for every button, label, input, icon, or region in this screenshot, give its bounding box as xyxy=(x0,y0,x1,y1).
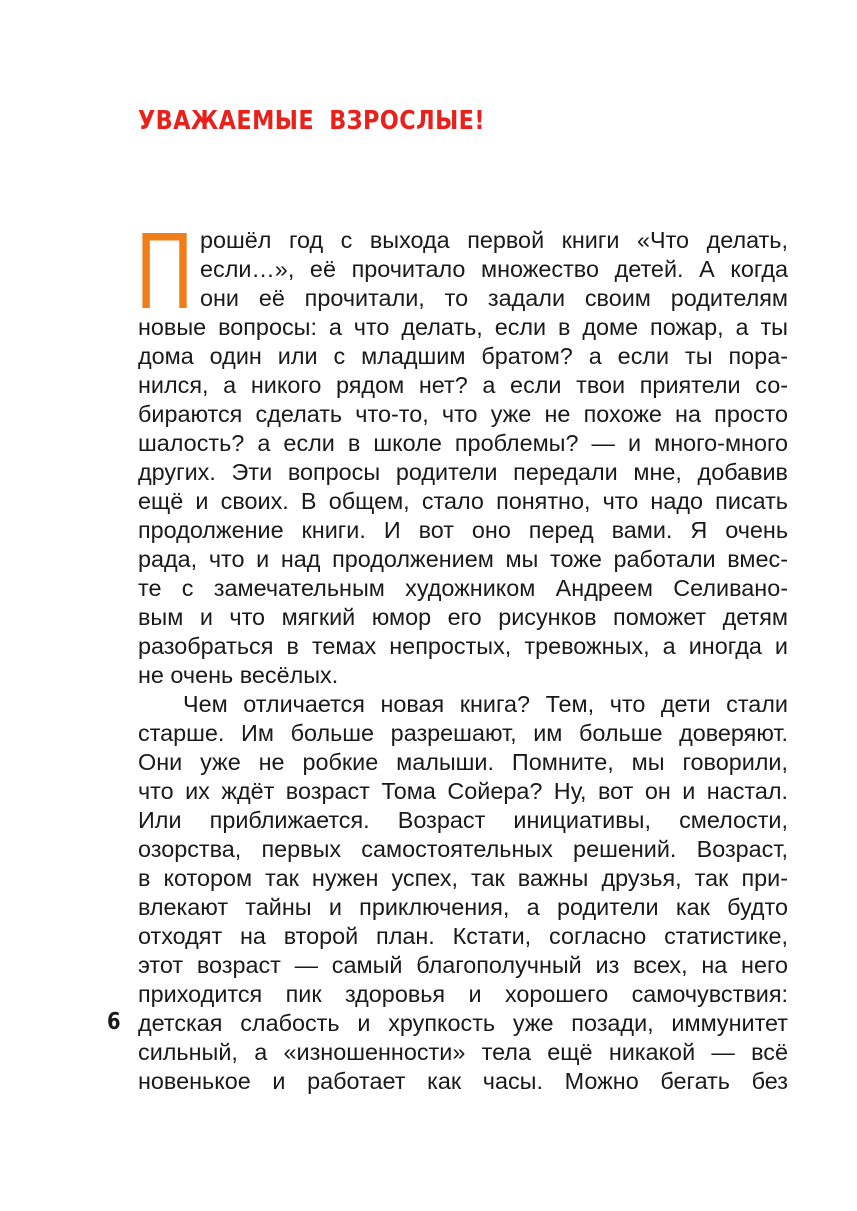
drop-cap-letter: П xyxy=(136,233,193,309)
text-line: бираются сделать что-то, что уже не похоже на просто xyxy=(138,401,788,427)
text-line: шалость? а если в школе проблемы? — и много-много xyxy=(138,430,788,456)
text-line: влекают тайны и приключения, а родители как будто xyxy=(138,894,788,920)
text-line: отходят на второй план. Кстати, согласно статистике, xyxy=(138,923,788,949)
text-line: если…», её прочитало множество детей. А когда xyxy=(200,256,788,282)
text-line: нился, а никого рядом нет? а если твои приятели со- xyxy=(138,372,788,398)
text-line: не очень весёлых. xyxy=(138,662,339,688)
text-line: озорства, первых самостоятельных решений. Возраст, xyxy=(138,836,788,862)
text-line: дома один или с младшим братом? а если ты пора- xyxy=(138,343,788,369)
text-line: разобраться в темах непростых, тревожных, а иногда и xyxy=(138,633,788,659)
text-line: Чем отличается новая книга? Тем, что дети стали xyxy=(183,691,788,717)
text-line: ещё и своих. В общем, стало понятно, что надо писать xyxy=(138,488,788,514)
text-line: сильный, а «изношенности» тела ещё никакой — всё xyxy=(138,1039,788,1065)
text-line: Или приближается. Возраст инициативы, смелости, xyxy=(138,807,788,833)
text-line: новенькое и работает как часы. Можно бегать без xyxy=(138,1068,788,1094)
page-heading: УВАЖАЕМЫЕ ВЗРОСЛЫЕ! xyxy=(138,106,486,136)
text-line: этот возраст — самый благополучный из всех, на него xyxy=(138,952,788,978)
text-line: те с замечательным художником Андреем Селивано- xyxy=(138,575,788,601)
text-line: других. Эти вопросы родители передали мне, добавив xyxy=(138,459,788,485)
text-line: новые вопросы: а что делать, если в доме пожар, а ты xyxy=(138,314,788,340)
page-number: 6 xyxy=(107,1009,121,1035)
text-line: они её прочитали, то задали своим родителям xyxy=(200,285,788,311)
text-line: старше. Им больше разрешают, им больше доверяют. xyxy=(138,720,788,746)
text-line: в котором так нужен успех, так важны друзья, так при- xyxy=(138,865,788,891)
text-line: что их ждёт возраст Тома Сойера? Ну, вот он и настал. xyxy=(138,778,788,804)
text-line: приходится пик здоровья и хорошего самочувствия: xyxy=(138,981,788,1007)
text-line: Они уже не робкие малыши. Помните, мы говорили, xyxy=(138,749,788,775)
text-line: детская слабость и хрупкость уже позади, иммунитет xyxy=(138,1010,788,1036)
text-line: вым и что мягкий юмор его рисунков поможет детям xyxy=(138,604,788,630)
text-line: рада, что и над продолжением мы тоже работали вмес- xyxy=(138,546,788,572)
body-text xyxy=(138,226,788,1096)
text-line: продолжение книги. И вот оно перед вами. Я очень xyxy=(138,517,788,543)
text-line: рошёл год с выхода первой книги «Что делать, xyxy=(200,227,788,253)
